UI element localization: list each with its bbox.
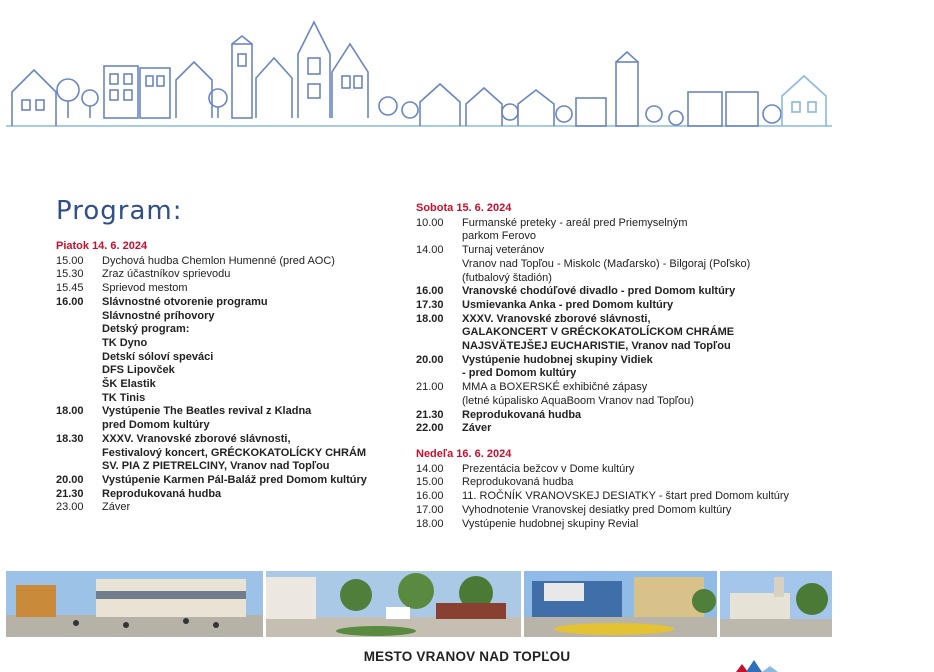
schedule-text: 11. ROČNÍK VRANOVSKEJ DESIATKY - štart pred Domom kultúry (462, 490, 790, 503)
schedule-row (416, 285, 836, 299)
schedule-time (56, 364, 102, 378)
schedule-text: DFS Lipovček (102, 364, 175, 377)
schedule-time (56, 351, 102, 365)
schedule-row (56, 364, 396, 378)
schedule-time: 16.00 (416, 285, 444, 298)
sunday-schedule (416, 448, 836, 531)
schedule-row (416, 230, 836, 244)
schedule-row (416, 272, 836, 286)
schedule-text: Slávnostné príhovory (102, 309, 215, 322)
photo-church-street (720, 571, 832, 637)
schedule-time (56, 447, 102, 461)
schedule-time: 16.00 (416, 490, 444, 503)
schedule-text: ŠK Elastik (102, 378, 156, 391)
schedule-time (416, 340, 462, 354)
friday-schedule (56, 240, 396, 515)
schedule-text: Vystúpenie hudobnej skupiny Vidiek (462, 353, 653, 366)
schedule-row (56, 310, 396, 324)
schedule-text: Vyhodnotenie Vranovskej desiatky pred Domom kultúry (462, 503, 732, 516)
schedule-row (56, 501, 396, 515)
schedule-text: Vranovské chodúľové divadlo - pred Domom kultúry (462, 285, 736, 298)
schedule-row (56, 419, 396, 433)
schedule-text: NAJSVÄTEJŠEJ EUCHARISTIE, Vranov nad Topľou (462, 340, 731, 353)
schedule-text: SV. PIA Z PIETRELCINY, Vranov nad Topľou (102, 460, 330, 473)
photo-culture-house (524, 571, 717, 637)
schedule-row (416, 299, 836, 313)
schedule-text: parkom Ferovo (462, 230, 536, 243)
schedule-time: 18.00 (416, 312, 444, 325)
schedule-text: MMA a BOXERSKÉ exhibičné zápasy (462, 381, 648, 394)
schedule-text: - pred Domom kultúry (462, 367, 577, 380)
schedule-text: pred Domom kultúry (102, 419, 210, 432)
schedule-row (416, 490, 836, 504)
schedule-row (56, 351, 396, 365)
schedule-row (416, 381, 836, 395)
schedule-text: Záver (462, 422, 492, 435)
sunday-rows (416, 463, 836, 532)
schedule-row (416, 504, 836, 518)
schedule-text: Usmievanka Anka - pred Domom kultúry (462, 298, 674, 311)
schedule-text: Festivalový koncert, GRÉCKOKATOLÍCKY CHRÁM (102, 446, 367, 459)
schedule-text: Záver (102, 501, 131, 514)
schedule-text: Reprodukovaná hudba (462, 476, 574, 489)
schedule-row (56, 488, 396, 502)
schedule-text: Turnaj veteránov (462, 244, 545, 257)
town-skyline-illustration (6, 14, 832, 132)
schedule-row (416, 326, 836, 340)
photo-street (266, 571, 521, 637)
sunday-header: Nedeľa 16. 6. 2024 (416, 448, 512, 460)
schedule-time: 20.00 (416, 353, 444, 366)
schedule-text: Detskí sóloví speváci (102, 350, 214, 363)
schedule-time: 14.00 (416, 244, 444, 257)
schedule-row (56, 447, 396, 461)
schedule-time: 10.00 (416, 216, 444, 229)
schedule-time (56, 392, 102, 406)
schedule-row (56, 392, 396, 406)
schedule-time (56, 419, 102, 433)
saturday-header: Sobota 15. 6. 2024 (416, 202, 512, 214)
saturday-rows (416, 217, 836, 436)
footer-title: MESTO VRANOV NAD TOPĽOU (363, 649, 571, 664)
schedule-row (56, 378, 396, 392)
schedule-row (416, 409, 836, 423)
schedule-text: XXXV. Vranovské zborové slávnosti, (102, 432, 291, 445)
schedule-text: Detský program: (102, 323, 190, 336)
schedule-row (416, 258, 836, 272)
schedule-time (416, 326, 462, 340)
schedule-time: 16.00 (56, 295, 84, 308)
schedule-text: (letné kúpalisko AquaBoom Vranov nad Topľou) (462, 394, 694, 407)
schedule-time: 18.00 (416, 517, 444, 530)
schedule-row (56, 460, 396, 474)
schedule-row (416, 217, 836, 231)
schedule-text: Zraz účastníkov sprievodu (102, 268, 231, 281)
schedule-row (56, 282, 396, 296)
schedule-time: 15.30 (56, 268, 84, 281)
program-title: Program: (56, 196, 183, 226)
schedule-row (56, 405, 396, 419)
schedule-text: Reprodukovaná hudba (462, 408, 582, 421)
schedule-row (416, 395, 836, 409)
schedule-time: 15.00 (416, 476, 444, 489)
town-photo-strip (6, 571, 832, 637)
schedule-text: GALAKONCERT V GRÉCKOKATOLÍCKOM CHRÁME (462, 326, 735, 339)
schedule-row (416, 463, 836, 477)
town-logo-icon (736, 660, 796, 672)
schedule-time (416, 395, 462, 409)
schedule-text: XXXV. Vranovské zborové slávnosti, (462, 312, 651, 325)
schedule-row (56, 255, 396, 269)
schedule-row (416, 354, 836, 368)
saturday-schedule (416, 202, 836, 436)
schedule-time: 21.30 (416, 408, 444, 421)
schedule-row (416, 367, 836, 381)
schedule-time (56, 310, 102, 324)
schedule-time (416, 258, 462, 272)
schedule-row (416, 313, 836, 327)
schedule-time: 15.00 (56, 254, 84, 267)
schedule-text: Vystúpenie The Beatles revival z Kladna (102, 405, 312, 418)
photo-square (6, 571, 263, 637)
schedule-text: Vystúpenie hudobnej skupiny Revial (462, 517, 639, 530)
schedule-row (56, 474, 396, 488)
schedule-time (416, 230, 462, 244)
schedule-text: Reprodukovaná hudba (102, 487, 222, 500)
schedule-text: Prezentácia bežcov v Dome kultúry (462, 462, 635, 475)
schedule-row (56, 268, 396, 282)
schedule-text: TK Tinis (102, 391, 146, 404)
schedule-row (56, 337, 396, 351)
schedule-text: Sprievod mestom (102, 282, 188, 295)
schedule-time: 21.30 (56, 487, 84, 500)
schedule-row (416, 518, 836, 532)
schedule-time: 21.00 (416, 381, 444, 394)
schedule-text: TK Dyno (102, 336, 148, 349)
schedule-text: Furmanské preteky - areál pred Priemyselným (462, 216, 688, 229)
schedule-time (416, 272, 462, 286)
schedule-text: Dychová hudba Chemlon Humenné (pred AOC) (102, 254, 335, 267)
schedule-row (56, 323, 396, 337)
schedule-row (416, 244, 836, 258)
schedule-row (416, 422, 836, 436)
schedule-time (56, 323, 102, 337)
schedule-row (416, 340, 836, 354)
friday-rows (56, 255, 396, 515)
schedule-time (56, 337, 102, 351)
schedule-row (56, 433, 396, 447)
schedule-row (416, 476, 836, 490)
schedule-row (56, 296, 396, 310)
schedule-time: 14.00 (416, 462, 444, 475)
schedule-time: 17.00 (416, 503, 444, 516)
schedule-time: 18.30 (56, 432, 84, 445)
schedule-time: 20.00 (56, 473, 84, 486)
schedule-time: 18.00 (56, 405, 84, 418)
friday-header: Piatok 14. 6. 2024 (56, 240, 148, 252)
schedule-time: 22.00 (416, 422, 444, 435)
schedule-text: Slávnostné otvorenie programu (102, 295, 268, 308)
schedule-time (416, 367, 462, 381)
schedule-time: 23.00 (56, 501, 84, 514)
schedule-time: 17.30 (416, 298, 444, 311)
schedule-time: 15.45 (56, 282, 84, 295)
schedule-text: Vranov nad Topľou - Miskolc (Maďarsko) - Bilgoraj (Poľsko) (462, 257, 751, 270)
schedule-time (56, 378, 102, 392)
schedule-time (56, 460, 102, 474)
schedule-text: Vystúpenie Karmen Pál-Baláž pred Domom kultúry (102, 473, 367, 486)
schedule-text: (futbalový štadión) (462, 271, 552, 284)
